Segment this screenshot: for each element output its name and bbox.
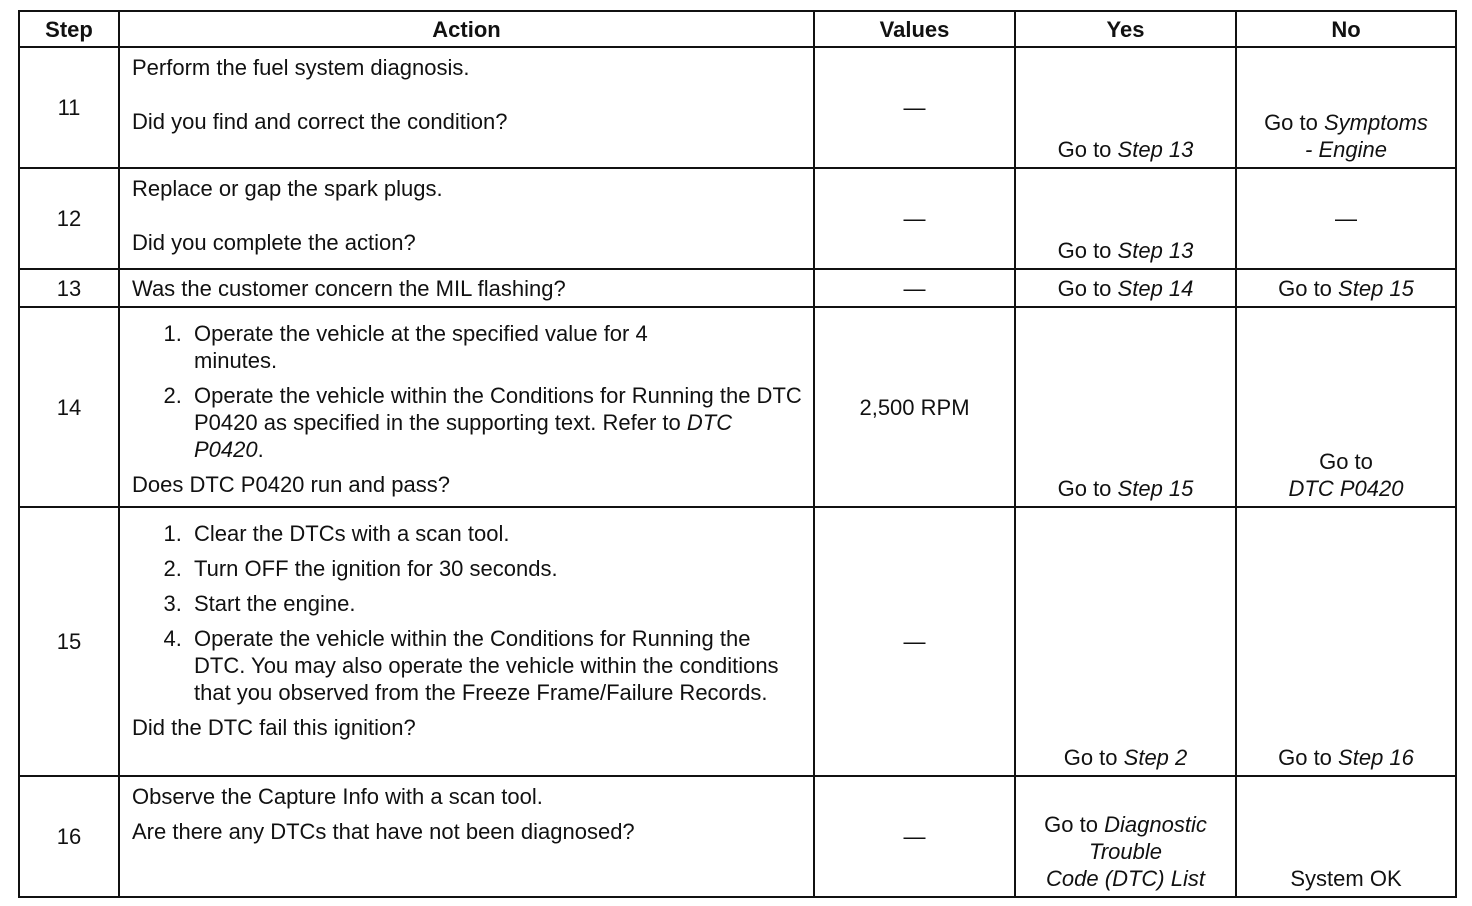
no-reference: Symptoms — [1324, 110, 1428, 135]
step-number: 13 — [19, 269, 119, 307]
no-cell — [1236, 507, 1456, 776]
yes-reference: Diagnostic — [1104, 812, 1207, 837]
no-cell — [1236, 307, 1456, 507]
no-reference: Step 16 — [1338, 745, 1414, 770]
action-cell — [119, 307, 814, 507]
yes-prefix: Go to — [1063, 745, 1118, 770]
yes-cell — [1015, 269, 1236, 307]
header-row — [19, 11, 1456, 47]
step-number: 11 — [19, 47, 119, 168]
value-cell: — — [814, 47, 1015, 168]
value-cell: 2,500 RPM — [814, 307, 1015, 507]
header-yes: Yes — [1015, 11, 1236, 47]
list-item: 1. Clear the DTCs with a scan tool. — [188, 520, 803, 547]
list-item: 4. Operate the vehicle within the Conditions for Running the DTC. You may also operate the vehicle within the conditions that you observed from the Freeze Frame/Failure Records. — [188, 625, 794, 706]
no-prefix: Go to — [1319, 449, 1373, 474]
action-text: Perform the fuel system diagnosis. — [132, 55, 470, 80]
action-text: Replace or gap the spark plugs. — [132, 176, 443, 201]
yes-prefix: Go to — [1057, 476, 1112, 501]
step-number: 16 — [19, 776, 119, 897]
yes-reference: Step 15 — [1117, 476, 1194, 501]
no-cell — [1236, 47, 1456, 168]
table-row-step-13 — [19, 269, 1456, 307]
step-number: 14 — [19, 307, 119, 507]
table-row-step-12 — [19, 168, 1456, 269]
action-cell — [119, 776, 814, 897]
yes-prefix: Go to — [1044, 812, 1098, 837]
action-steps-list — [132, 520, 803, 706]
table-row-step-16 — [19, 776, 1456, 897]
action-cell — [119, 168, 814, 269]
action-cell — [119, 507, 814, 776]
action-steps-list — [132, 320, 803, 463]
reference-link: DTC P0420 — [194, 410, 733, 462]
action-cell — [119, 269, 814, 307]
header-step: Step — [19, 11, 119, 47]
no-reference-cont: - Engine — [1305, 137, 1387, 162]
list-item: 1. Operate the vehicle at the specified value for 4 minutes. — [188, 320, 714, 374]
no-reference: Step 15 — [1338, 275, 1414, 301]
header-action: Action — [119, 11, 814, 47]
action-question: Did you complete the action? — [132, 230, 416, 255]
value-cell: — — [814, 776, 1015, 897]
no-cell: — — [1236, 168, 1456, 269]
table-row-step-11 — [19, 47, 1456, 168]
yes-prefix: Go to — [1057, 238, 1112, 263]
action-question: Did you find and correct the condition? — [132, 109, 508, 134]
yes-reference: Step 2 — [1123, 745, 1188, 770]
list-item: 2. Turn OFF the ignition for 30 seconds. — [188, 555, 803, 582]
yes-cell — [1015, 507, 1236, 776]
action-text: Observe the Capture Info with a scan tool. — [132, 784, 543, 809]
no-reference: DTC P0420 — [1288, 476, 1404, 501]
yes-prefix: Go to — [1057, 137, 1112, 162]
no-prefix: Go to — [1278, 275, 1332, 301]
yes-reference: Step 14 — [1117, 275, 1194, 301]
action-question: Does DTC P0420 run and pass? — [132, 472, 450, 497]
step-number: 12 — [19, 168, 119, 269]
header-no: No — [1236, 11, 1456, 47]
yes-prefix: Go to — [1057, 275, 1112, 301]
action-cell — [119, 47, 814, 168]
table-row-step-15 — [19, 507, 1456, 776]
action-question: Was the customer concern the MIL flashing? — [132, 275, 566, 301]
table-row-step-14 — [19, 307, 1456, 507]
header-values: Values — [814, 11, 1015, 47]
value-cell: — — [814, 269, 1015, 307]
yes-cell — [1015, 307, 1236, 507]
no-cell — [1236, 269, 1456, 307]
yes-reference: Step 13 — [1117, 137, 1194, 162]
no-prefix: Go to — [1264, 110, 1318, 135]
action-question: Are there any DTCs that have not been diagnosed? — [132, 819, 635, 844]
yes-reference: Step 13 — [1117, 238, 1194, 263]
list-item: 2. Operate the vehicle within the Conditions for Running the DTC P0420 as specified in the supporting text. Refer to DTC P0420. — [188, 382, 803, 463]
yes-cell — [1015, 47, 1236, 168]
yes-cell — [1015, 776, 1236, 897]
no-cell: System OK — [1236, 776, 1456, 897]
action-question: Did the DTC fail this ignition? — [132, 715, 416, 740]
list-item: 3. Start the engine. — [188, 590, 803, 617]
yes-reference-cont: Trouble — [1089, 839, 1162, 864]
yes-reference-cont: Code (DTC) List — [1046, 866, 1205, 891]
step-number: 15 — [19, 507, 119, 776]
no-prefix: Go to — [1278, 745, 1332, 770]
value-cell: — — [814, 507, 1015, 776]
diagnostic-table — [18, 10, 1457, 898]
yes-cell — [1015, 168, 1236, 269]
value-cell: — — [814, 168, 1015, 269]
